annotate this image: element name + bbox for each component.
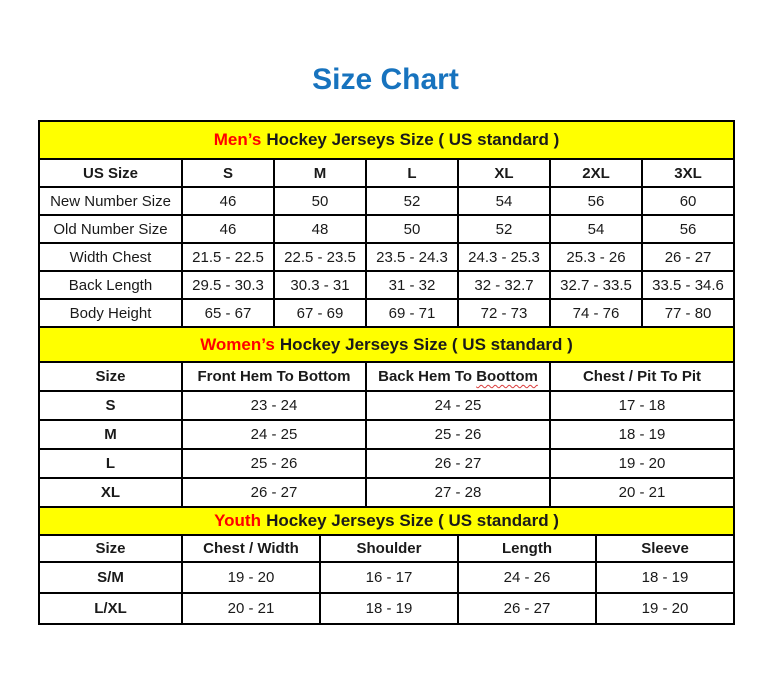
row-label: L/XL <box>39 593 182 624</box>
table-row <box>39 593 734 624</box>
size-value-cell: 16 - 17 <box>320 562 458 593</box>
size-value-cell: 24 - 26 <box>458 562 596 593</box>
womens-section-band <box>39 327 734 362</box>
size-value-cell: 27 - 28 <box>366 478 550 507</box>
row-label: S <box>39 391 182 420</box>
row-label: New Number Size <box>39 187 182 215</box>
youth-header-row <box>39 535 734 562</box>
column-header: Length <box>458 535 596 562</box>
size-value-cell: 24.3 - 25.3 <box>458 243 550 271</box>
row-label: Old Number Size <box>39 215 182 243</box>
size-value-cell: 56 <box>642 215 734 243</box>
youth-section-band <box>39 507 734 535</box>
womens-header-row <box>39 362 734 391</box>
column-header: M <box>274 159 366 187</box>
size-value-cell: 26 - 27 <box>642 243 734 271</box>
mens-band-cell <box>39 121 734 159</box>
column-header: Shoulder <box>320 535 458 562</box>
row-label: M <box>39 420 182 449</box>
size-value-cell: 32.7 - 33.5 <box>550 271 642 299</box>
size-value-cell: 19 - 20 <box>550 449 734 478</box>
size-value-cell: 72 - 73 <box>458 299 550 327</box>
size-value-cell: 25 - 26 <box>366 420 550 449</box>
table-row <box>39 215 734 243</box>
column-header <box>366 362 550 391</box>
size-value-cell: 25.3 - 26 <box>550 243 642 271</box>
size-value-cell: 50 <box>274 187 366 215</box>
size-value-cell: 19 - 20 <box>596 593 734 624</box>
column-header: L <box>366 159 458 187</box>
mens-band-highlight: Men’s <box>213 130 262 149</box>
column-header: 2XL <box>550 159 642 187</box>
column-header: Chest / Width <box>182 535 320 562</box>
youth-band-highlight: Youth <box>214 511 261 530</box>
row-label: XL <box>39 478 182 507</box>
column-header: Front Hem To Bottom <box>182 362 366 391</box>
youth-band-cell <box>39 507 734 535</box>
size-value-cell: 18 - 19 <box>550 420 734 449</box>
row-label: Width Chest <box>39 243 182 271</box>
size-value-cell: 54 <box>550 215 642 243</box>
table-row <box>39 271 734 299</box>
column-header: US Size <box>39 159 182 187</box>
youth-band-text: Hockey Jerseys Size ( US standard ) <box>266 511 559 530</box>
size-value-cell: 46 <box>182 187 274 215</box>
size-value-cell: 48 <box>274 215 366 243</box>
page-title: Size Chart <box>312 63 459 96</box>
row-label: S/M <box>39 562 182 593</box>
womens-band-cell <box>39 327 734 362</box>
size-value-cell: 17 - 18 <box>550 391 734 420</box>
size-value-cell: 26 - 27 <box>366 449 550 478</box>
table-row <box>39 243 734 271</box>
size-value-cell: 18 - 19 <box>596 562 734 593</box>
table-row <box>39 562 734 593</box>
size-value-cell: 74 - 76 <box>550 299 642 327</box>
size-value-cell: 29.5 - 30.3 <box>182 271 274 299</box>
row-label: Body Height <box>39 299 182 327</box>
mens-header-row <box>39 159 734 187</box>
size-value-cell: 21.5 - 22.5 <box>182 243 274 271</box>
size-value-cell: 65 - 67 <box>182 299 274 327</box>
size-value-cell: 46 <box>182 215 274 243</box>
column-header: Size <box>39 535 182 562</box>
size-value-cell: 24 - 25 <box>182 420 366 449</box>
size-value-cell: 54 <box>458 187 550 215</box>
size-value-cell: 23.5 - 24.3 <box>366 243 458 271</box>
size-value-cell: 33.5 - 34.6 <box>642 271 734 299</box>
row-label: Back Length <box>39 271 182 299</box>
size-value-cell: 67 - 69 <box>274 299 366 327</box>
size-value-cell: 22.5 - 23.5 <box>274 243 366 271</box>
column-header: 3XL <box>642 159 734 187</box>
size-value-cell: 26 - 27 <box>458 593 596 624</box>
size-value-cell: 20 - 21 <box>550 478 734 507</box>
table-row <box>39 187 734 215</box>
size-value-cell: 19 - 20 <box>182 562 320 593</box>
misspelled-word: Boottom <box>476 368 538 385</box>
size-value-cell: 31 - 32 <box>366 271 458 299</box>
size-value-cell: 23 - 24 <box>182 391 366 420</box>
mens-band-text: Hockey Jerseys Size ( US standard ) <box>266 130 560 149</box>
row-label: L <box>39 449 182 478</box>
column-header: XL <box>458 159 550 187</box>
womens-size-table <box>38 326 735 508</box>
column-header: Size <box>39 362 182 391</box>
column-header-text: Back Hem To <box>378 368 477 385</box>
size-value-cell: 56 <box>550 187 642 215</box>
table-row <box>39 299 734 327</box>
table-row <box>39 449 734 478</box>
size-value-cell: 60 <box>642 187 734 215</box>
size-value-cell: 25 - 26 <box>182 449 366 478</box>
size-value-cell: 52 <box>366 187 458 215</box>
size-value-cell: 30.3 - 31 <box>274 271 366 299</box>
size-value-cell: 18 - 19 <box>320 593 458 624</box>
column-header: Sleeve <box>596 535 734 562</box>
size-chart-content <box>38 0 733 625</box>
size-value-cell: 26 - 27 <box>182 478 366 507</box>
table-row <box>39 478 734 507</box>
mens-section-band <box>39 121 734 159</box>
size-value-cell: 69 - 71 <box>366 299 458 327</box>
size-value-cell: 20 - 21 <box>182 593 320 624</box>
mens-size-table <box>38 120 735 328</box>
column-header: S <box>182 159 274 187</box>
table-row <box>39 420 734 449</box>
size-value-cell: 50 <box>366 215 458 243</box>
size-value-cell: 52 <box>458 215 550 243</box>
column-header: Chest / Pit To Pit <box>550 362 734 391</box>
womens-band-highlight: Women’s <box>200 334 275 354</box>
size-value-cell: 77 - 80 <box>642 299 734 327</box>
size-value-cell: 24 - 25 <box>366 391 550 420</box>
size-value-cell: 32 - 32.7 <box>458 271 550 299</box>
youth-size-table <box>38 506 735 625</box>
table-row <box>39 391 734 420</box>
womens-band-text: Hockey Jerseys Size ( US standard ) <box>279 334 573 354</box>
